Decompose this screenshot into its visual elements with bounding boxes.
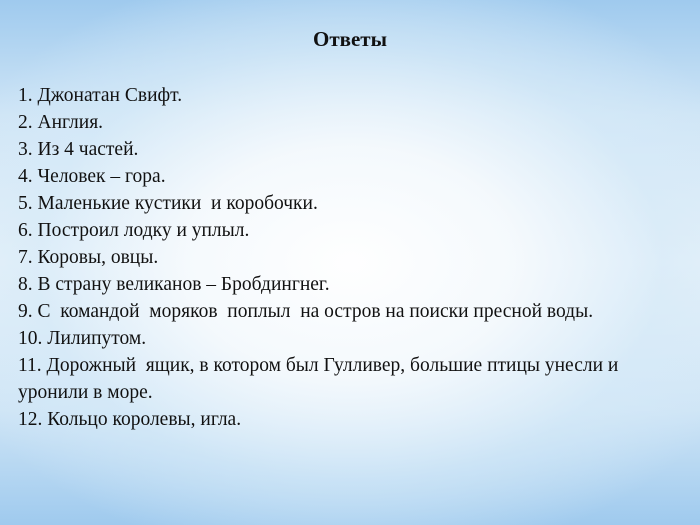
- answer-item: 2. Англия.: [18, 112, 104, 133]
- answer-item: 11. Дорожный ящик, в котором был Гулливер, большие птицы унесли и уронили в море.: [18, 355, 624, 403]
- answer-item: 4. Человек – гора.: [18, 166, 166, 187]
- answer-item: 3. Из 4 частей.: [18, 139, 139, 160]
- answer-item: 1. Джонатан Свифт.: [18, 85, 183, 106]
- answers-list: [18, 82, 690, 433]
- answer-item: 7. Коровы, овцы.: [18, 247, 159, 268]
- answer-item: 12. Кольцо королевы, игла.: [18, 409, 242, 430]
- answer-item: 9. С командой моряков поплыл на остров на поиски пресной воды.: [18, 301, 594, 322]
- answer-item: 5. Маленькие кустики и коробочки.: [18, 193, 318, 214]
- answer-item: 8. В страну великанов – Бробдингнег.: [18, 274, 330, 295]
- answer-item: 6. Построил лодку и уплыл.: [18, 220, 250, 241]
- slide-title: Ответы: [312, 27, 388, 51]
- answer-item: 10. Лилипутом.: [18, 328, 147, 349]
